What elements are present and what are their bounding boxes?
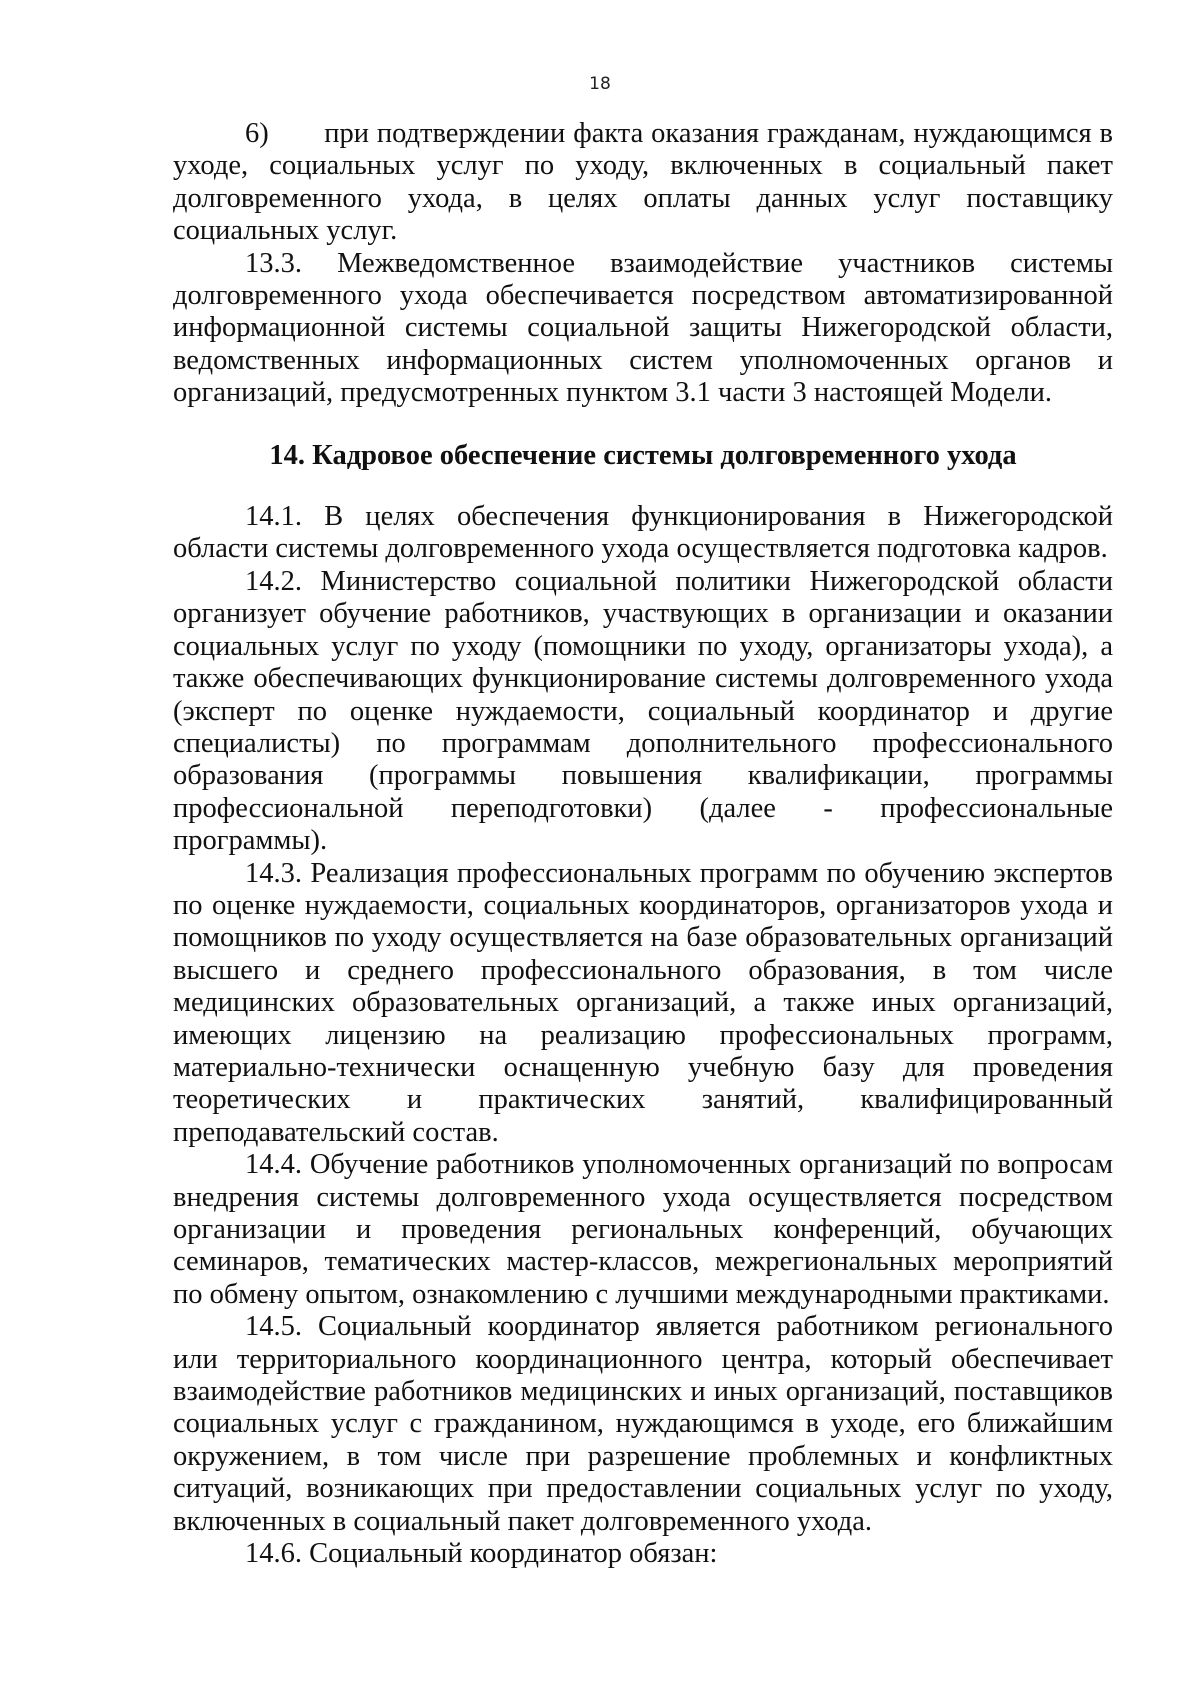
paragraph-14-5: 14.5. Социальный координатор является работником регионального или территориального координационного центра, который обеспечивает взаимодействие работников медицинских и иных организаций, поставщиков социальных услуг с гражданином, нуждающимся в уходе, его ближайшим окружением, в том числе при разрешение проблемных и конфликтных ситуаций, возникающих при предоставлении социальных услуг по уходу, включенных в социальный пакет долговременного ухода. xyxy=(173,1311,1113,1537)
paragraph-14-2: 14.2. Министерство социальной политики Нижегородской области организует обучение работников, участвующих в организации и оказании социальных услуг по уходу (помощники по уходу, организаторы ухода), а также обеспечивающих функционирование системы долговременного ухода (эксперт по оценке нуждаемости, социальный координатор и другие специалисты) по программам дополнительного профессионального образования (программы повышения квалификации, программы профессиональной переподготовки) (далее - профессиональные программы). xyxy=(173,565,1113,857)
paragraph-14-1: 14.1. В целях обеспечения функционирования в Нижегородской области системы долговременного ухода осуществляется подготовка кадров. xyxy=(173,501,1113,565)
paragraph-14-6: 14.6. Социальный координатор обязан: xyxy=(245,1538,718,1570)
paragraph-14-3: 14.3. Реализация профессиональных программ по обучению экспертов по оценке нуждаемости, социальных координаторов, организаторов ухода и помощников по уходу осуществляется на базе образовательных организаций высшего и среднего профессионального образования, в том числе медицинских образовательных организаций, а также иных организаций, имеющих лицензию на реализацию профессиональных программ, материально-технически оснащенную учебную базу для проведения теоретических и практических занятий, квалифицированный преподавательский состав. xyxy=(173,857,1113,1148)
page-number: 18 xyxy=(589,74,611,94)
paragraph-6: 6) при подтверждении факта оказания гражданам, нуждающимся в уходе, социальных услуг по уходу, включенных в социальный пакет долговременного ухода, в целях оплаты данных услуг поставщику социальных услуг. xyxy=(173,118,1113,247)
section-heading: 14. Кадровое обеспечение системы долговременного ухода xyxy=(269,439,1017,471)
paragraph-13-3: 13.3. Межведомственное взаимодействие участников системы долговременного ухода обеспечивается посредством автоматизированной информационной системы социальной защиты Нижегородской области, ведомственных информационных систем уполномоченных органов и организаций, предусмотренных пунктом 3.1 части 3 настоящей Модели. xyxy=(173,247,1113,409)
document-body xyxy=(173,118,1113,1570)
paragraph-14-4: 14.4. Обучение работников уполномоченных организаций по вопросам внедрения системы долговременного ухода осуществляется посредством организации и проведения региональных конференций, обучающих семинаров, тематических мастер-классов, межрегиональных мероприятий по обмену опытом, ознакомлению с лучшими международными практиками. xyxy=(173,1149,1113,1310)
